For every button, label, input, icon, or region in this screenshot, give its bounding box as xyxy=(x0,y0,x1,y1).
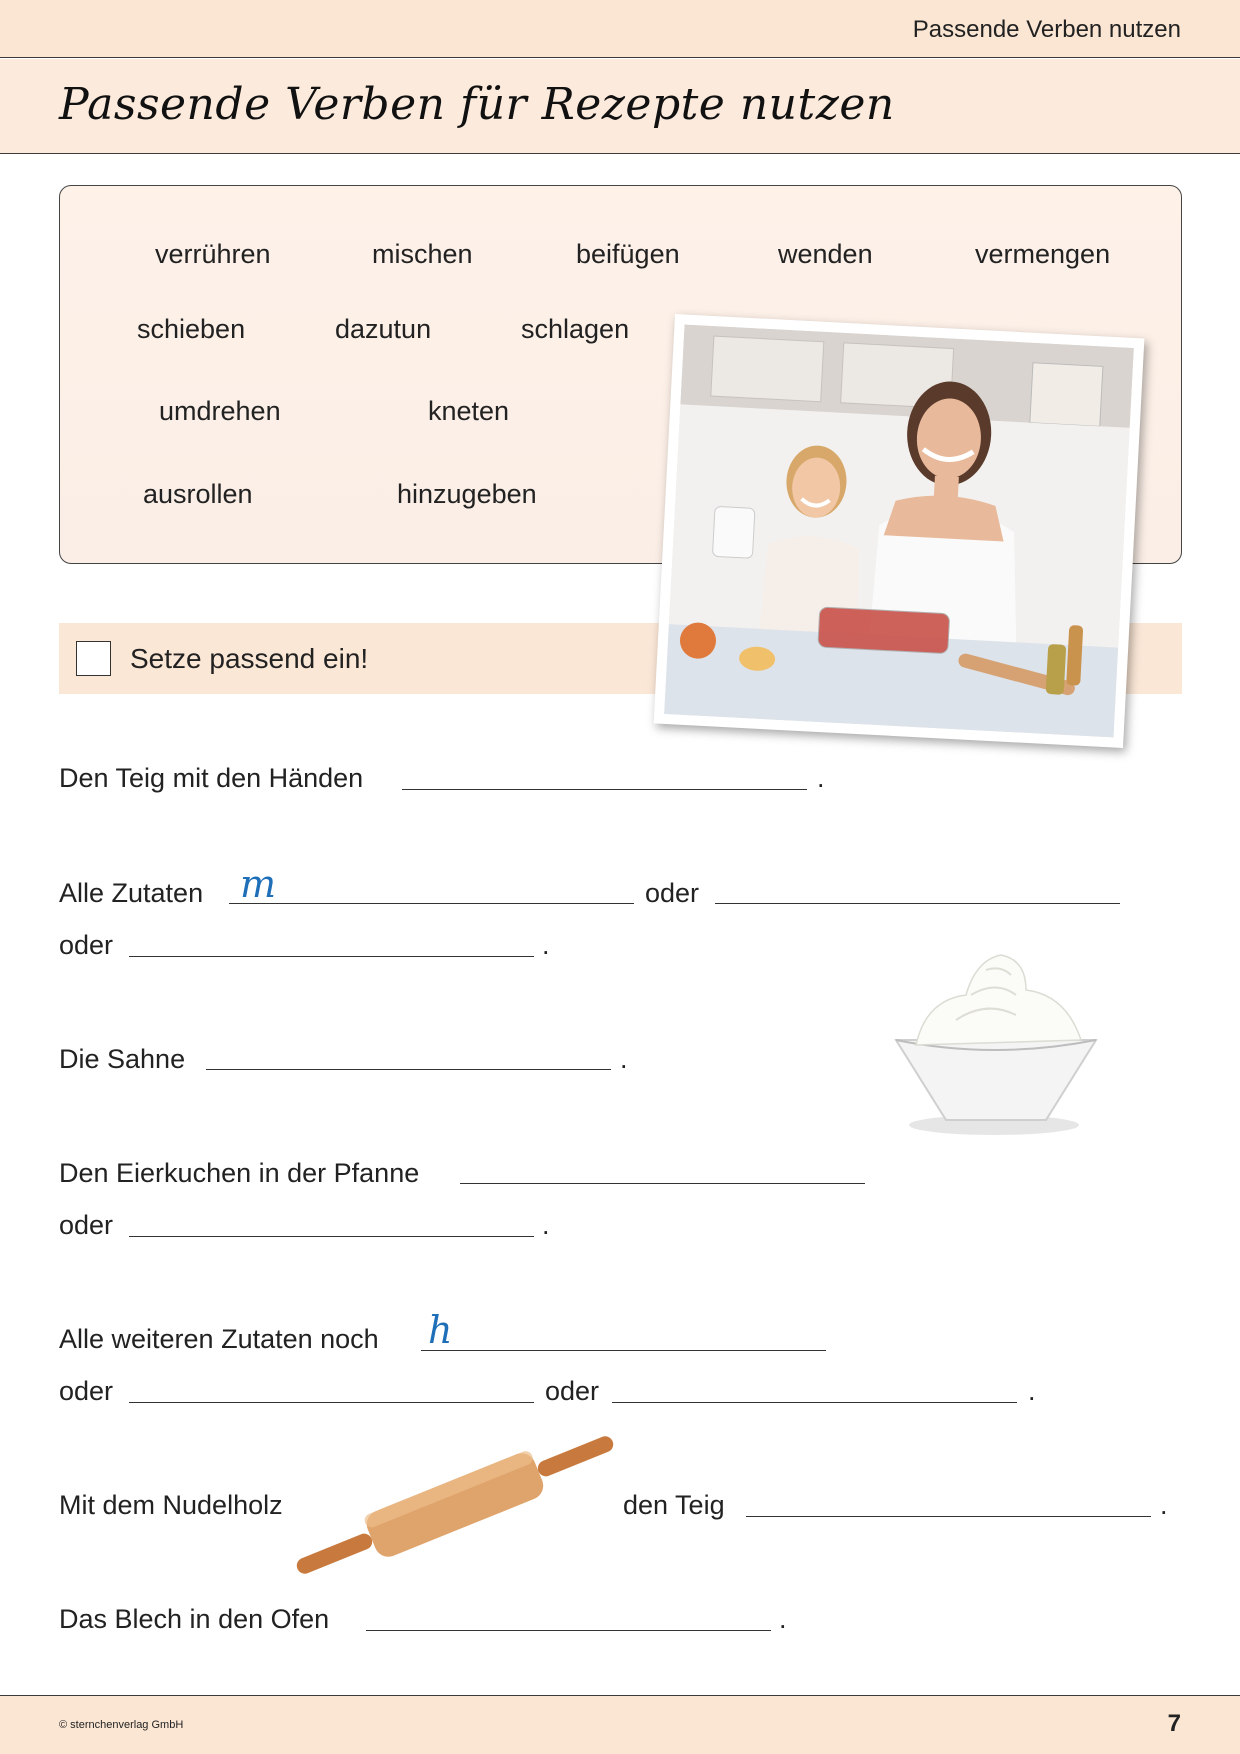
exercise-3-text: Die Sahne xyxy=(59,1044,186,1074)
exercise-6-text: Mit dem Nudelholz xyxy=(59,1490,283,1520)
exercise-5-end: . xyxy=(1028,1376,1036,1406)
exercise-3-end: . xyxy=(620,1044,628,1074)
exercise-1-blank[interactable] xyxy=(402,789,807,790)
exercise-4-or-1: oder xyxy=(59,1210,114,1240)
exercise-5-or-2: oder xyxy=(545,1376,600,1406)
exercise-1-text: Den Teig mit den Händen xyxy=(59,763,364,793)
task-checkbox[interactable] xyxy=(76,641,111,676)
word-item: schlagen xyxy=(521,314,630,344)
word-item: schieben xyxy=(137,314,246,344)
exercise-2-or-2: oder xyxy=(59,930,114,960)
exercise-4-blank-1[interactable] xyxy=(460,1183,865,1184)
whipped-cream-bowl-illustration xyxy=(876,940,1106,1140)
word-item: beifügen xyxy=(576,239,680,269)
exercise-5-hint: h xyxy=(428,1308,453,1352)
exercise-4-text: Den Eierkuchen in der Pfanne xyxy=(59,1158,420,1188)
page-title: Passende Verben für Rezepte nutzen xyxy=(59,79,895,130)
word-item: hinzugeben xyxy=(397,479,537,509)
exercise-2-blank-2[interactable] xyxy=(715,903,1120,904)
exercise-6-text-2: den Teig xyxy=(623,1490,725,1520)
exercise-2-text: Alle Zutaten xyxy=(59,878,204,908)
exercise-4-end: . xyxy=(542,1210,550,1240)
rolling-pin-illustration xyxy=(290,1435,620,1575)
word-item: ausrollen xyxy=(143,479,253,509)
exercise-2-blank-1[interactable] xyxy=(229,903,634,904)
word-item: dazutun xyxy=(335,314,432,344)
exercise-3-blank[interactable] xyxy=(206,1069,611,1070)
exercise-2-blank-3[interactable] xyxy=(129,956,534,957)
exercise-2-hint: m xyxy=(240,862,277,906)
exercise-6-end: . xyxy=(1160,1490,1168,1520)
title-bar xyxy=(0,59,1240,154)
exercise-7-end: . xyxy=(779,1604,787,1634)
word-item: kneten xyxy=(428,396,510,426)
word-item: umdrehen xyxy=(159,396,281,426)
exercise-7-text: Das Blech in den Ofen xyxy=(59,1604,330,1634)
baking-photo xyxy=(654,314,1145,748)
top-header-bar xyxy=(0,0,1240,58)
exercise-5-or-1: oder xyxy=(59,1376,114,1406)
exercise-5-text: Alle weiteren Zutaten noch xyxy=(59,1324,379,1354)
exercise-1-end: . xyxy=(817,763,825,793)
exercise-4-blank-2[interactable] xyxy=(129,1236,534,1237)
copyright-text: © sternchenverlag GmbH xyxy=(59,1719,184,1731)
word-item: mischen xyxy=(372,239,473,269)
exercise-7-blank[interactable] xyxy=(366,1630,771,1631)
exercise-5-blank-3[interactable] xyxy=(612,1402,1017,1403)
exercise-5-blank-1[interactable] xyxy=(421,1350,826,1351)
exercise-2-end: . xyxy=(542,930,550,960)
baking-photo-illustration xyxy=(664,324,1134,737)
section-title: Passende Verben nutzen xyxy=(912,16,1181,43)
exercise-2-or-1: oder xyxy=(645,878,700,908)
footer-bar xyxy=(0,1695,1240,1754)
instruction-text: Setze passend ein! xyxy=(130,643,369,674)
exercise-5-blank-2[interactable] xyxy=(129,1402,534,1403)
word-item: wenden xyxy=(778,239,873,269)
word-item: verrühren xyxy=(155,239,271,269)
exercise-6-blank[interactable] xyxy=(746,1516,1151,1517)
page-number: 7 xyxy=(1167,1710,1181,1737)
word-item: vermengen xyxy=(975,239,1111,269)
